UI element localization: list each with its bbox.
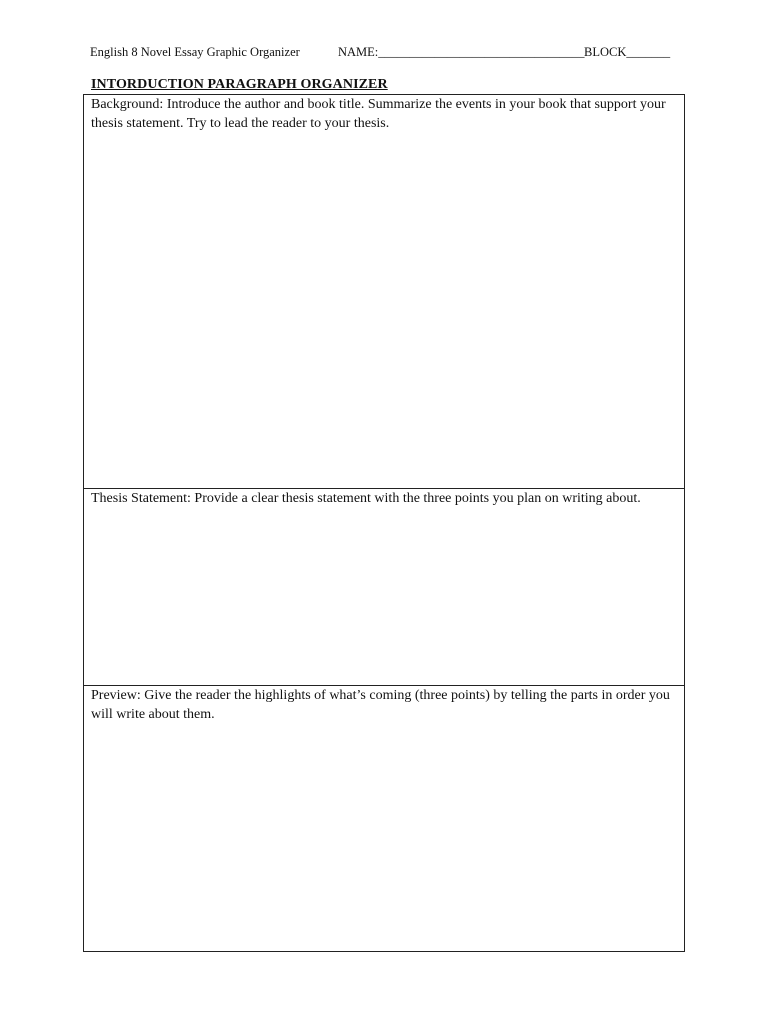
organizer-table <box>83 94 685 952</box>
name-field: NAME:_________________________________ <box>338 45 585 59</box>
block-field: BLOCK_______ <box>584 45 671 59</box>
thesis-box <box>84 488 684 685</box>
page-header <box>90 45 690 63</box>
thesis-prompt: Thesis Statement: Provide a clear thesis statement with the three points you plan on writing about. <box>91 491 641 506</box>
background-box <box>84 95 684 488</box>
background-prompt: Background: Introduce the author and book title. Summarize the events in your book that support your thesis statement. Try to lead the reader to your thesis. <box>91 97 666 131</box>
section-title: INTORDUCTION PARAGRAPH ORGANIZER <box>91 77 388 92</box>
course-title: English 8 Novel Essay Graphic Organizer <box>90 45 300 59</box>
preview-box <box>84 685 684 951</box>
preview-prompt: Preview: Give the reader the highlights of what’s coming (three points) by telling the parts in order you will write about them. <box>91 688 670 722</box>
